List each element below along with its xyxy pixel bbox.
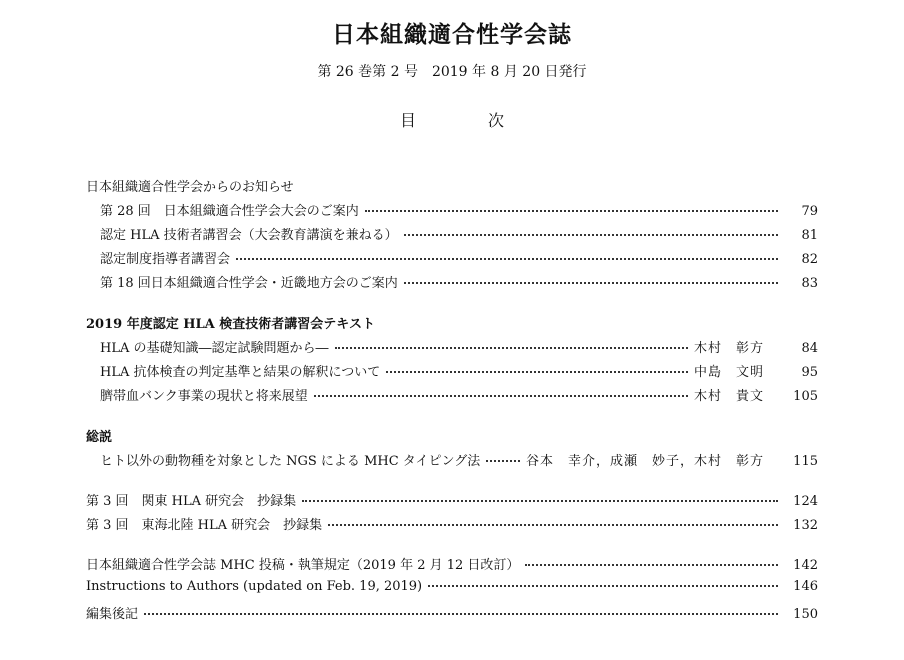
entry-page-number: 82 [801,252,818,267]
entry-title: HLA の基礎知識―認定試験問題から― [100,341,329,356]
entry-page-number: 81 [801,228,818,243]
entry-title: 日本組織適合性学会誌 MHC 投稿・執筆規定（2019 年 2 月 12 日改訂） [86,558,520,573]
entry-title: 第 18 回日本組織適合性学会・近畿地方会のご案内 [100,276,398,291]
toc-entry[interactable] [100,337,818,357]
entry-author: 谷本 幸介，成瀬 妙子，木村 彰方 [525,454,764,469]
section-heading-review: 総説 [86,430,113,445]
toc-entry[interactable] [100,450,818,470]
toc-entry[interactable] [86,579,818,599]
journal-title: 日本組織適合性学会誌 [332,21,572,48]
toc-entry[interactable] [86,603,818,623]
entry-page-number: 115 [793,454,818,469]
entry-title: 認定 HLA 技術者講習会（大会教育講演を兼ねる） [100,228,398,243]
entry-page-number: 142 [793,558,818,573]
dot-leader [525,563,778,566]
dot-leader [386,370,688,373]
entry-page-number: 146 [793,579,818,594]
entry-title: 第 28 回 日本組織適合性学会大会のご案内 [100,204,359,219]
toc-entry[interactable] [100,200,818,220]
dot-leader [302,499,778,502]
toc-entry[interactable] [100,361,818,381]
entry-page-number: 83 [801,276,818,291]
toc-entry[interactable] [100,248,818,268]
entry-title: ヒト以外の動物種を対象とした NGS による MHC タイピング法 [100,454,481,469]
dot-leader [236,257,778,260]
section-heading-notices: 日本組織適合性学会からのお知らせ [86,180,294,195]
entry-title: 臍帯血バンク事業の現状と将来展望 [100,389,308,404]
entry-page-number: 105 [793,389,818,404]
dot-leader [486,459,520,462]
entry-page-number: 132 [793,518,818,533]
dot-leader [428,584,778,587]
dot-leader [404,281,778,284]
dot-leader [144,612,778,615]
entry-title: Instructions to Authors (updated on Feb. 19, 2019) [86,579,423,594]
entry-title: HLA 抗体検査の判定基準と結果の解釈について [100,365,381,380]
issue-line: 第 26 巻第 2 号 2019 年 8 月 20 日発行 [317,64,587,80]
toc-entry[interactable] [100,224,818,244]
entry-author: 木村 彰方 [693,341,764,356]
toc-entry[interactable] [86,490,818,510]
section-heading-textbook: 2019 年度認定 HLA 検査技術者講習会テキスト [86,317,376,332]
entry-page-number: 124 [793,494,818,509]
dot-leader [365,209,778,212]
entry-author: 木村 貴文 [693,389,764,404]
dot-leader [328,523,778,526]
dot-leader [314,394,688,397]
entry-title: 第 3 回 関東 HLA 研究会 抄録集 [86,494,297,509]
toc-entry[interactable] [100,385,818,405]
entry-page-number: 150 [793,607,818,622]
entry-title: 第 3 回 東海北陸 HLA 研究会 抄録集 [86,518,323,533]
dot-leader [335,346,688,349]
toc-entry[interactable] [86,514,818,534]
entry-author: 中島 文明 [693,365,764,380]
entry-page-number: 79 [801,204,818,219]
entry-page-number: 95 [801,365,818,380]
dot-leader [404,233,778,236]
toc-entry[interactable] [100,272,818,292]
toc-heading: 目 次 [399,111,532,130]
entry-page-number: 84 [801,341,818,356]
entry-title: 認定制度指導者講習会 [100,252,231,267]
entry-title: 編集後記 [86,607,139,622]
toc-entry[interactable] [86,554,818,574]
